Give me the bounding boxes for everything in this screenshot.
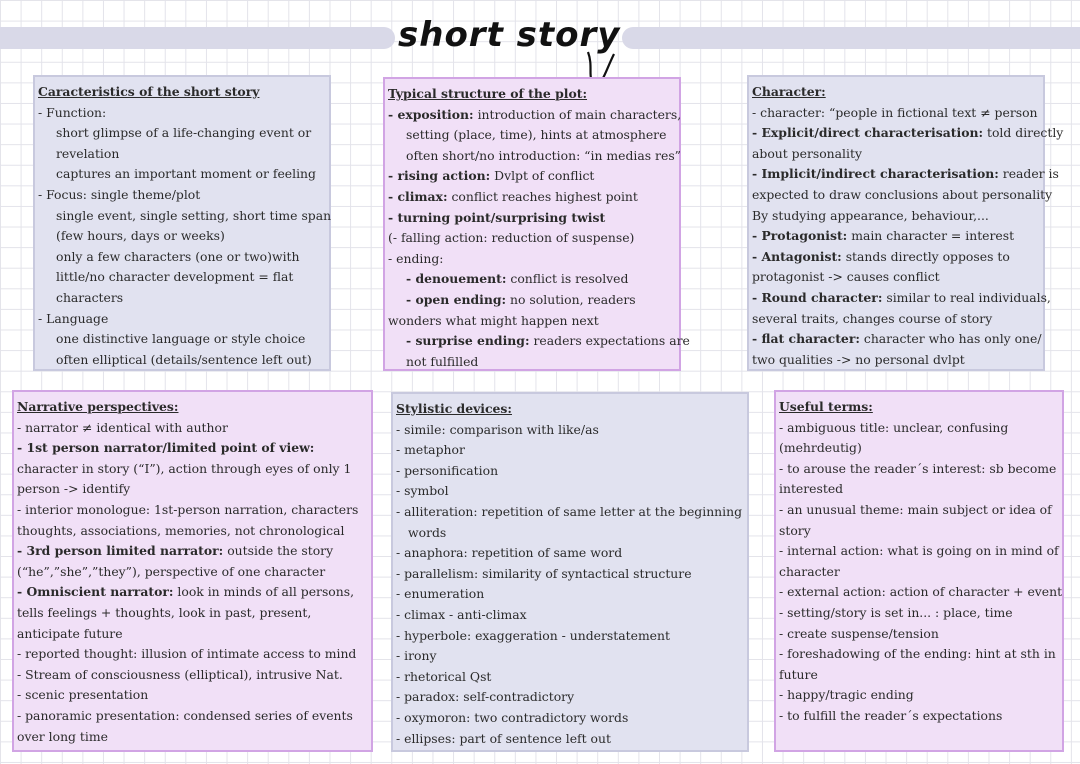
box-line: [17, 521, 368, 542]
box-line: - symbol: [396, 483, 449, 499]
box-line: [17, 644, 368, 665]
box-line: [388, 269, 676, 290]
line-text: conflict reaches highest point: [447, 188, 638, 204]
line-text: - scenic presentation: [17, 687, 149, 703]
box-line: - hyperbole: exaggeration - understatement: [396, 627, 670, 643]
box-line: [752, 247, 1040, 268]
line-text: (- falling action: reduction of suspense): [388, 230, 635, 246]
box-line: - oxymoron: two contradictory words: [396, 709, 629, 725]
box-line: words: [408, 524, 447, 540]
line-text: two qualities -> no personal dvlpt: [752, 351, 965, 367]
box-line: [17, 582, 368, 603]
box-line: short glimpse of a life-changing event or: [56, 125, 312, 141]
line-text: protagonist -> causes conflict: [752, 269, 940, 285]
line-text: - panoramic presentation: condensed series of events: [17, 707, 353, 723]
box-line: - create suspense/tension: [779, 625, 939, 641]
box-line: - anaphora: repetition of same word: [396, 545, 623, 561]
box-line: [752, 329, 1040, 350]
box-line: [752, 309, 1040, 330]
box-line: - internal action: what is going on in mind of: [779, 543, 1059, 559]
line-bold-term: - Explicit/direct characterisation:: [752, 125, 984, 141]
box-line: only a few characters (one or two)with: [56, 248, 300, 264]
box-line: [17, 706, 368, 727]
box-line: - metaphor: [396, 442, 465, 458]
box-heading: Caracteristics of the short story: [38, 84, 260, 99]
box-line: [752, 144, 1040, 165]
box-line: - irony: [396, 648, 437, 664]
line-text: expected to draw conclusions about personality: [752, 186, 1053, 202]
box-line: [388, 166, 676, 187]
box-line: - rhetorical Qst: [396, 668, 492, 684]
line-bold-term: - exposition:: [388, 106, 474, 122]
box-line: - Function:: [38, 104, 107, 120]
box-line: - Focus: single theme/plot: [38, 186, 201, 202]
box-line: [752, 288, 1051, 309]
line-bold-term: - 1st person narrator/limited point of view:: [17, 440, 315, 456]
box-line: [17, 500, 368, 521]
box-line: [752, 226, 1040, 247]
line-text: often short/no introduction: “in medias res”: [406, 147, 682, 163]
box-line: [388, 187, 676, 208]
box-line: interested: [779, 481, 844, 497]
line-text: - character: “people in fictional text ≠ person: [752, 104, 1038, 120]
box-line: [17, 685, 368, 706]
box-narrative-perspectives: [12, 390, 373, 752]
line-text: (“he”,”she”,”they”), perspective of one character: [17, 563, 326, 579]
line-bold-term: - rising action:: [388, 168, 491, 184]
box-line: - foreshadowing of the ending: hint at sth in: [779, 646, 1056, 662]
line-text: over long time: [17, 728, 108, 744]
box-line: [752, 206, 1040, 227]
line-bold-term: - 3rd person limited narrator:: [17, 543, 224, 559]
header-bar-left: [0, 27, 395, 49]
box-line: little/no character development = flat: [56, 269, 294, 285]
line-text: - interior monologue: 1st-person narration, characters: [17, 501, 359, 517]
box-stylistic-devices: [391, 392, 749, 752]
box-line: - to fulfill the reader´s expectations: [779, 707, 1003, 723]
line-text: conflict is resolved: [506, 271, 629, 287]
box-line: - happy/tragic ending: [779, 687, 914, 703]
line-bold-term: - open ending:: [406, 291, 507, 307]
box-line: [17, 418, 368, 439]
box-line: [17, 562, 368, 583]
box-line: [388, 228, 676, 249]
box-line: (mehrdeutig): [779, 440, 862, 456]
box-line: [388, 208, 676, 229]
line-text: main character = interest: [847, 228, 1015, 244]
line-text: look in minds of all persons,: [173, 584, 355, 600]
box-line: [752, 350, 1040, 371]
line-text: outside the story: [223, 543, 334, 559]
line-text: - reported thought: illusion of intimate access to mind: [17, 646, 357, 662]
line-bold-term: - Omniscient narrator:: [17, 584, 174, 600]
box-line: [752, 123, 1064, 144]
box-line: - enumeration: [396, 586, 485, 602]
line-text: - narrator ≠ identical with author: [17, 419, 228, 435]
box-line: - alliteration: repetition of same letter at the beginning: [396, 503, 743, 519]
box-line: - ambiguous title: unclear, confusing: [779, 419, 1009, 435]
box-line: future: [779, 666, 818, 682]
box-line: - simile: comparison with like/as: [396, 421, 599, 437]
line-bold-term: - Antagonist:: [752, 248, 842, 264]
box-line: - an unusual theme: main subject or idea of: [779, 501, 1052, 517]
line-text: setting (place, time), hints at atmosphere: [406, 127, 667, 143]
box-line: [17, 624, 368, 645]
box-line: - parallelism: similarity of syntactical structure: [396, 565, 692, 581]
box-line: [17, 459, 368, 480]
page-title-text: short story: [398, 15, 621, 55]
box-line: [388, 125, 676, 146]
box-line: revelation: [56, 145, 120, 161]
line-bold-term: - climax:: [388, 188, 448, 204]
box-line: [388, 311, 676, 332]
box-heading: Narrative perspectives:: [17, 399, 179, 414]
line-text: anticipate future: [17, 625, 123, 641]
line-text: stands directly opposes to: [841, 248, 1010, 264]
box-line: one distinctive language or style choice: [56, 331, 306, 347]
box-line: - to arouse the reader´s interest: sb become: [779, 460, 1057, 476]
box-useful-terms: [774, 390, 1064, 752]
box-line: often elliptical (details/sentence left out): [56, 351, 312, 367]
box-line: [388, 146, 682, 167]
box-line: [388, 352, 676, 373]
box-line: [388, 290, 676, 311]
line-text: Dvlpt of conflict: [490, 168, 595, 184]
box-line: character: [779, 563, 840, 579]
line-text: not fulfilled: [406, 353, 479, 369]
line-text: person -> identify: [17, 481, 131, 497]
line-text: readers expectations are: [529, 333, 690, 349]
line-text: character in story (“I”), action through eyes of only 1: [17, 460, 352, 476]
box-line: - paradox: self-contradictory: [396, 689, 575, 705]
box-line: - Language: [38, 310, 109, 326]
line-text: introduction of main characters,: [473, 106, 682, 122]
box-line: single event, single setting, short time span: [56, 207, 332, 223]
line-text: told directly: [983, 125, 1064, 141]
line-bold-term: - denouement:: [406, 271, 507, 287]
box-line: [17, 727, 368, 748]
line-text: tells feelings + thoughts, look in past, present,: [17, 604, 312, 620]
box-line: - external action: action of character + event: [779, 584, 1063, 600]
line-text: reader is: [998, 166, 1059, 182]
line-text: wonders what might happen next: [388, 312, 599, 328]
box-line: story: [779, 522, 811, 538]
box-line: [752, 103, 1040, 124]
box-line: captures an important moment or feeling: [56, 166, 316, 182]
line-text: no solution, readers: [506, 291, 636, 307]
box-line: [752, 164, 1059, 185]
line-text: By studying appearance, behaviour,...: [752, 207, 989, 223]
line-bold-term: - Implicit/indirect characterisation:: [752, 166, 999, 182]
box-line: [388, 331, 690, 352]
box-line: [388, 249, 676, 270]
line-text: - Stream of consciousness (elliptical), intrusive Nat.: [17, 666, 343, 682]
line-text: thoughts, associations, memories, not chronological: [17, 522, 345, 538]
box-line: [17, 479, 368, 500]
line-text: character who has only one/: [859, 331, 1042, 347]
box-line: [17, 541, 368, 562]
line-text: - ending:: [388, 250, 444, 266]
box-heading: Typical structure of the plot:: [388, 86, 588, 101]
box-heading: Character:: [752, 84, 826, 99]
line-bold-term: - surprise ending:: [406, 333, 530, 349]
box-characteristics: [33, 75, 331, 371]
box-line: [17, 665, 368, 686]
box-plot-structure: [383, 77, 690, 371]
box-line: - ellipses: part of sentence left out: [396, 730, 611, 746]
box-line: [752, 267, 1040, 288]
box-line: [752, 185, 1053, 206]
header-bar-right: [622, 27, 1080, 49]
page-title: [398, 12, 628, 82]
box-line: - climax - anti-climax: [396, 606, 527, 622]
line-bold-term: - Round character:: [752, 289, 883, 305]
box-line: - personification: [396, 462, 499, 478]
box-character: [747, 75, 1064, 371]
box-line: [17, 603, 368, 624]
box-line: - setting/story is set in... : place, time: [779, 604, 1013, 620]
line-bold-term: - Protagonist:: [752, 228, 848, 244]
line-bold-term: - turning point/surprising twist: [388, 209, 606, 225]
box-heading: Stylistic devices:: [396, 401, 512, 416]
box-line: characters: [56, 289, 124, 305]
line-text: similar to real individuals,: [882, 289, 1051, 305]
box-line: [388, 105, 682, 126]
box-heading: Useful terms:: [779, 399, 873, 414]
line-text: several traits, changes course of story: [752, 310, 993, 326]
line-bold-term: - flat character:: [752, 331, 860, 347]
box-line: (few hours, days or weeks): [56, 228, 225, 244]
box-line: [17, 438, 368, 459]
line-text: about personality: [752, 145, 862, 161]
